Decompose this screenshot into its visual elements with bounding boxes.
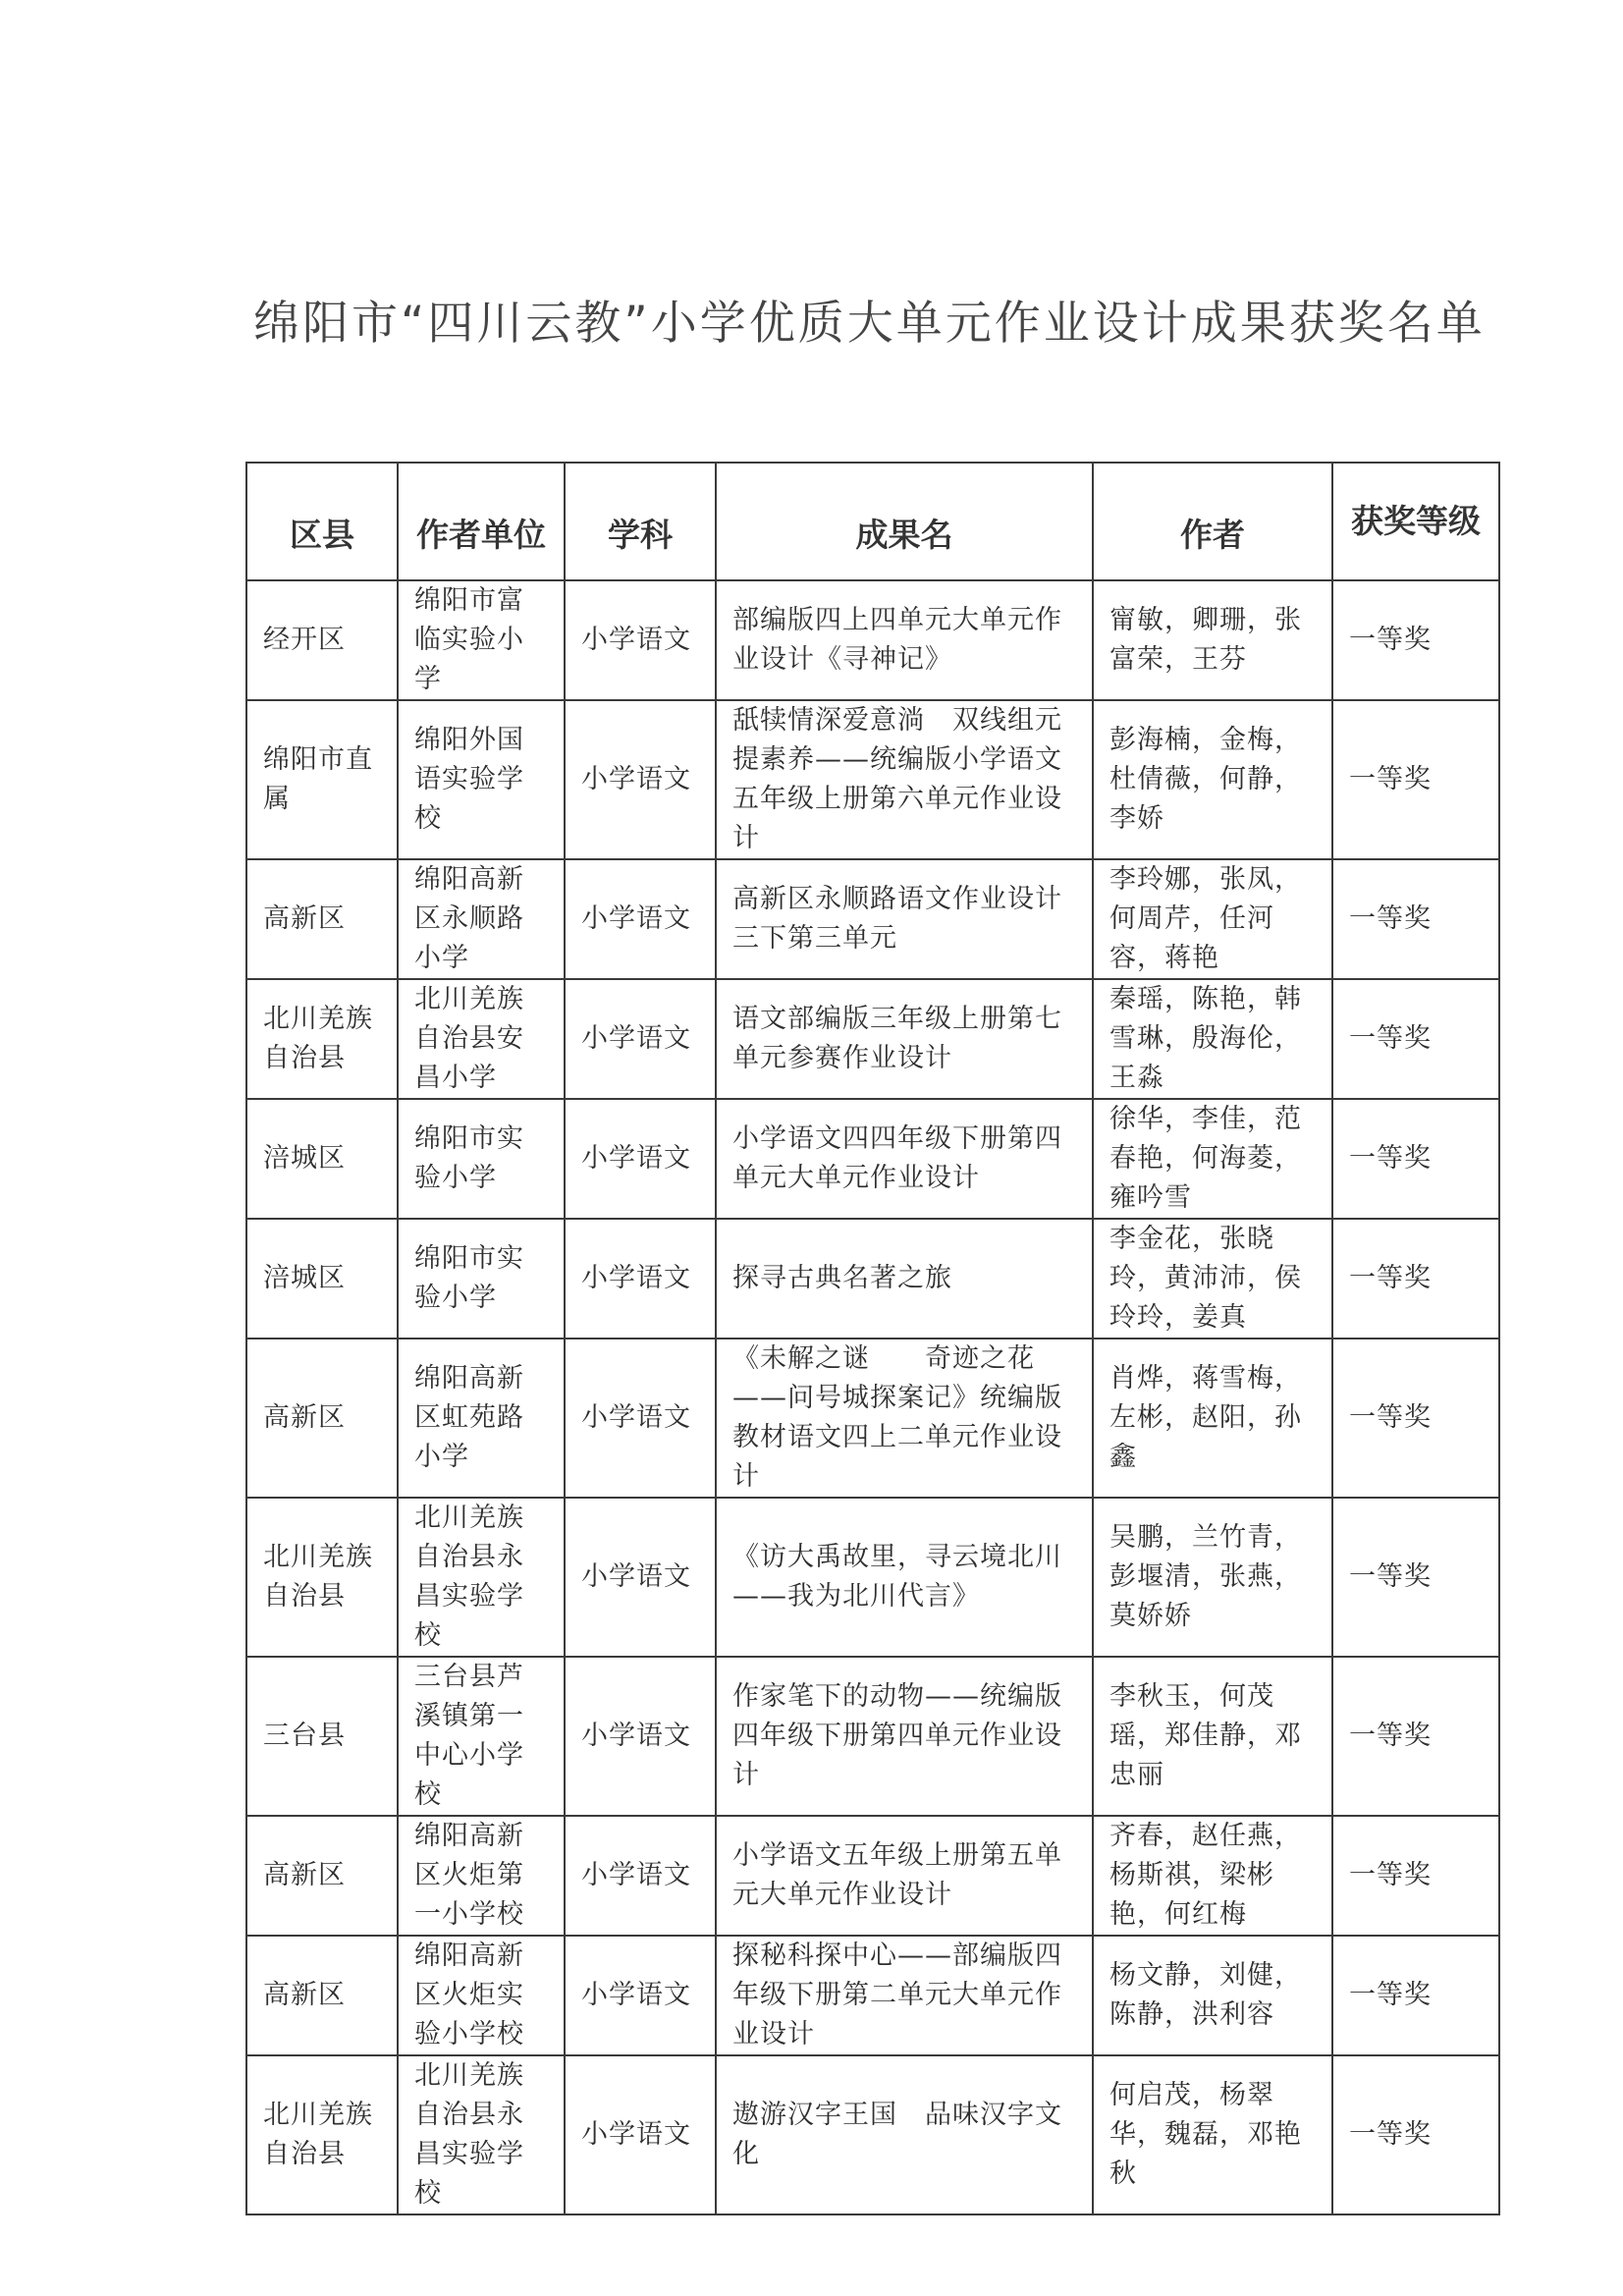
cell-district: 经开区 <box>246 580 398 700</box>
award-table <box>245 462 1500 2215</box>
cell-subject: 小学语文 <box>565 1219 716 1339</box>
cell-subject: 小学语文 <box>565 979 716 1099</box>
cell-unit: 绵阳市实验小学 <box>398 1099 565 1219</box>
cell-work: 遨游汉字王国 品味汉字文化 <box>716 2055 1093 2214</box>
table-header-row <box>246 463 1499 580</box>
header-grade: 获奖等级 <box>1332 463 1499 580</box>
table-row <box>246 1936 1499 2055</box>
cell-subject: 小学语文 <box>565 1657 716 1816</box>
cell-unit: 绵阳高新区火炬第一小学校 <box>398 1816 565 1936</box>
cell-work: 《访大禹故里，寻云境北川——我为北川代言》 <box>716 1498 1093 1657</box>
cell-work: 小学语文四四年级下册第四单元大单元作业设计 <box>716 1099 1093 1219</box>
cell-subject: 小学语文 <box>565 580 716 700</box>
header-authors: 作者 <box>1093 463 1332 580</box>
table-row <box>246 1339 1499 1498</box>
cell-subject: 小学语文 <box>565 1498 716 1657</box>
cell-work: 小学语文五年级上册第五单元大单元作业设计 <box>716 1816 1093 1936</box>
table-row <box>246 1099 1499 1219</box>
cell-district: 涪城区 <box>246 1099 398 1219</box>
cell-subject: 小学语文 <box>565 1936 716 2055</box>
header-district: 区县 <box>246 463 398 580</box>
cell-unit: 绵阳高新区虹苑路小学 <box>398 1339 565 1498</box>
cell-unit: 绵阳高新区永顺路小学 <box>398 859 565 979</box>
cell-district: 北川羌族自治县 <box>246 1498 398 1657</box>
cell-unit: 北川羌族自治县永昌实验学校 <box>398 1498 565 1657</box>
cell-district: 高新区 <box>246 1339 398 1498</box>
header-work: 成果名 <box>716 463 1093 580</box>
cell-grade: 一等奖 <box>1332 700 1499 859</box>
cell-authors: 李秋玉，何茂瑶，郑佳静，邓忠丽 <box>1093 1657 1332 1816</box>
table-row <box>246 979 1499 1099</box>
cell-grade: 一等奖 <box>1332 1099 1499 1219</box>
cell-grade: 一等奖 <box>1332 1657 1499 1816</box>
cell-unit: 绵阳外国语实验学校 <box>398 700 565 859</box>
cell-district: 涪城区 <box>246 1219 398 1339</box>
cell-district: 绵阳市直属 <box>246 700 398 859</box>
cell-authors: 肖烨，蒋雪梅，左彬，赵阳，孙鑫 <box>1093 1339 1332 1498</box>
cell-unit: 绵阳市富临实验小学 <box>398 580 565 700</box>
document-title: 绵阳市“四川云教”小学优质大单元作业设计成果获奖名单 <box>253 297 1486 351</box>
cell-grade: 一等奖 <box>1332 979 1499 1099</box>
cell-subject: 小学语文 <box>565 700 716 859</box>
table-row <box>246 1219 1499 1339</box>
cell-unit: 绵阳高新区火炬实验小学校 <box>398 1936 565 2055</box>
table-row <box>246 1816 1499 1936</box>
cell-grade: 一等奖 <box>1332 1816 1499 1936</box>
cell-unit: 北川羌族自治县永昌实验学校 <box>398 2055 565 2214</box>
cell-unit: 绵阳市实验小学 <box>398 1219 565 1339</box>
cell-district: 北川羌族自治县 <box>246 979 398 1099</box>
cell-grade: 一等奖 <box>1332 2055 1499 2214</box>
cell-work: 探寻古典名著之旅 <box>716 1219 1093 1339</box>
cell-district: 三台县 <box>246 1657 398 1816</box>
cell-work: 部编版四上四单元大单元作业设计《寻神记》 <box>716 580 1093 700</box>
cell-subject: 小学语文 <box>565 1816 716 1936</box>
table-row <box>246 1657 1499 1816</box>
cell-subject: 小学语文 <box>565 1099 716 1219</box>
cell-district: 高新区 <box>246 1936 398 2055</box>
cell-unit: 三台县芦溪镇第一中心小学校 <box>398 1657 565 1816</box>
cell-work: 作家笔下的动物——统编版四年级下册第四单元作业设计 <box>716 1657 1093 1816</box>
cell-grade: 一等奖 <box>1332 1339 1499 1498</box>
cell-work: 探秘科探中心——部编版四年级下册第二单元大单元作业设计 <box>716 1936 1093 2055</box>
cell-work: 《未解之谜 奇迹之花——问号城探案记》统编版教材语文四上二单元作业设计 <box>716 1339 1093 1498</box>
cell-district: 高新区 <box>246 859 398 979</box>
cell-work: 舐犊情深爱意淌 双线组元提素养——统编版小学语文五年级上册第六单元作业设计 <box>716 700 1093 859</box>
table-row <box>246 580 1499 700</box>
cell-authors: 彭海楠，金梅，杜倩薇，何静，李娇 <box>1093 700 1332 859</box>
cell-authors: 徐华，李佳，范春艳，何海菱，雍吟雪 <box>1093 1099 1332 1219</box>
cell-district: 北川羌族自治县 <box>246 2055 398 2214</box>
cell-work: 高新区永顺路语文作业设计三下第三单元 <box>716 859 1093 979</box>
header-unit: 作者单位 <box>398 463 565 580</box>
cell-authors: 秦瑶，陈艳，韩雪琳，殷海伦，王淼 <box>1093 979 1332 1099</box>
cell-subject: 小学语文 <box>565 859 716 979</box>
table-row <box>246 700 1499 859</box>
cell-grade: 一等奖 <box>1332 1498 1499 1657</box>
cell-authors: 齐春，赵任燕，杨斯祺，梁彬艳，何红梅 <box>1093 1816 1332 1936</box>
cell-grade: 一等奖 <box>1332 1219 1499 1339</box>
cell-authors: 李金花，张晓玲，黄沛沛，侯玲玲，姜真 <box>1093 1219 1332 1339</box>
cell-grade: 一等奖 <box>1332 580 1499 700</box>
cell-authors: 何启茂，杨翠华，魏磊，邓艳秋 <box>1093 2055 1332 2214</box>
cell-district: 高新区 <box>246 1816 398 1936</box>
cell-subject: 小学语文 <box>565 2055 716 2214</box>
table-row <box>246 1498 1499 1657</box>
table-row <box>246 2055 1499 2214</box>
cell-authors: 李玲娜，张凤，何周芹，任河容，蒋艳 <box>1093 859 1332 979</box>
cell-authors: 吴鹏，兰竹青，彭堰清，张燕，莫娇娇 <box>1093 1498 1332 1657</box>
cell-unit: 北川羌族自治县安昌小学 <box>398 979 565 1099</box>
header-subject: 学科 <box>565 463 716 580</box>
cell-grade: 一等奖 <box>1332 859 1499 979</box>
table-row <box>246 859 1499 979</box>
cell-work: 语文部编版三年级上册第七单元参赛作业设计 <box>716 979 1093 1099</box>
cell-grade: 一等奖 <box>1332 1936 1499 2055</box>
cell-authors: 甯敏，卿珊，张富荣，王芬 <box>1093 580 1332 700</box>
cell-subject: 小学语文 <box>565 1339 716 1498</box>
cell-authors: 杨文静，刘健，陈静，洪利容 <box>1093 1936 1332 2055</box>
